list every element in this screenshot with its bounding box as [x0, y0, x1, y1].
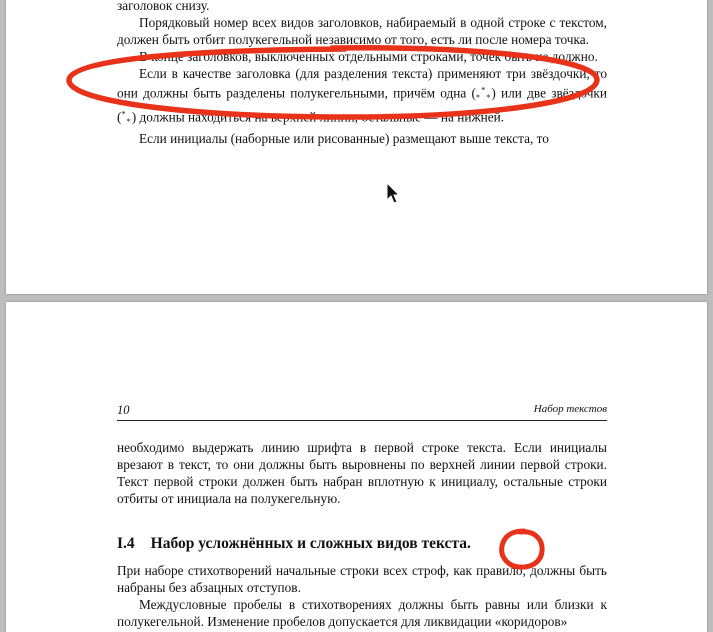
page-9-bottom — [6, 0, 707, 294]
asterism-two — [121, 109, 132, 127]
page-10-top — [6, 302, 707, 632]
asterisks-text-a: Если в качестве заголовка (для разделения текста) применяют три звёздочки, то они должны быть разделены полукегельными, причём одна ( — [117, 65, 607, 100]
running-head — [117, 403, 607, 421]
section-period: . — [466, 535, 471, 552]
mouse-pointer-icon — [386, 182, 402, 206]
running-head-title: Набор текстов — [533, 403, 607, 415]
paragraph-tail: заголовок снизу. — [117, 0, 210, 13]
section-number: I.4 — [117, 535, 135, 552]
asterisk-high: * — [481, 85, 487, 95]
section-heading — [117, 535, 471, 553]
asterisk-high: * — [121, 109, 127, 119]
paragraph-initials-cont: необходимо выдержать линию шрифта в первой строке текста. Если инициалы врезают в текст, то они должны быть выровнены по верхней линии первой строки. Текст первой строки должен быть набран вплотную к инициалу, остальные строки отбиты от инициала на полукегельную. — [117, 440, 607, 506]
page1-text — [117, 0, 607, 148]
asterisks-text-c: ) должны находиться на верхней линии, остальные — на нижней. — [131, 109, 505, 125]
page-number: 10 — [117, 403, 130, 417]
page2-text-bottom — [117, 563, 607, 631]
paragraph-spacing: Междусловные пробелы в стихотворениях должны быть равны или близки к полукегельной. Изменение пробелов допускается для ликвидации «коридоров» — [117, 596, 607, 629]
asterisk-low: * — [126, 117, 132, 127]
section-title: Набор усложнённых и сложных видов текста — [150, 535, 467, 552]
page2-text-top — [117, 440, 607, 508]
paragraph-poems: При наборе стихотворений начальные строки всех строф, как правило, должны быть набраны без абзацных отступов. — [117, 563, 607, 595]
asterisks-text-b: ) или две звёздочки ( — [117, 84, 607, 125]
paragraph-initials: Если инициалы (наборные или рисованные) размещают выше текста, то — [139, 131, 549, 146]
asterisk-low: * — [475, 92, 482, 102]
asterism-three — [475, 85, 492, 102]
paragraph-no-periods: В конце заголовков, выключенных отдельными строками, точек быть не должно. — [139, 48, 598, 64]
paragraph-numbering: Порядковый номер всех видов заголовков, набираемый в одной строке с текстом, должен быть отбит полукегельной независимо от того, есть ли после номера точка. — [117, 14, 607, 47]
paragraph-asterisks — [117, 66, 607, 131]
asterisk-low: * — [486, 92, 492, 102]
